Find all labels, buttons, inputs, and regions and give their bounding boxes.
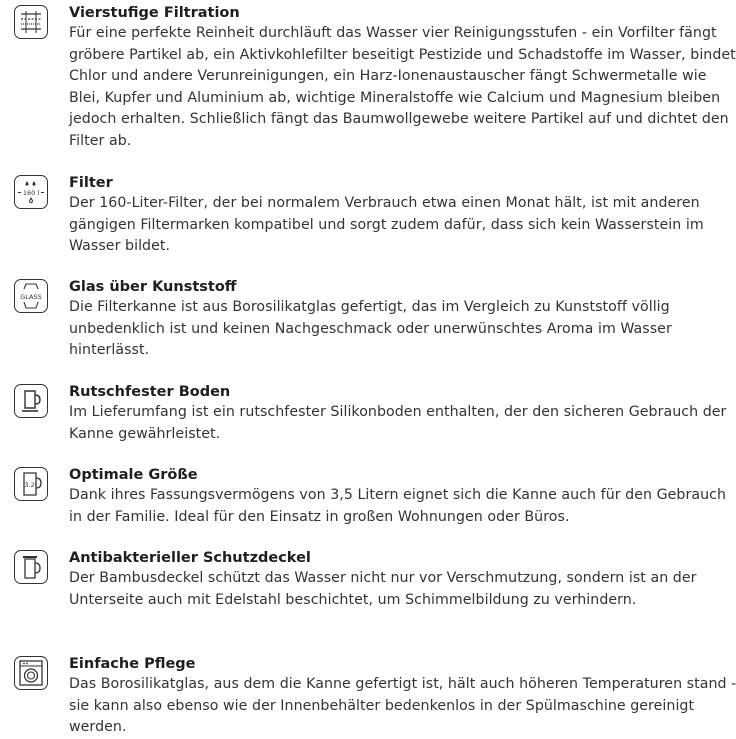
feature-title: Antibakterieller Schutzdeckel [69,550,311,566]
feature-description: Der Bambusdeckel schützt das Wasser nicht nur vor Verschmutzung, sondern ist an der Unterseite auch mit Edelstahl beschichtet, um Schimmelbildung zu verhindern. [69,570,697,608]
pitcher-lid-icon [14,550,48,584]
feature-description: Für eine perfekte Reinheit durchläuft das Wasser vier Reinigungsstufen - ein Vorfilter fängt gröbere Partikel ab, ein Aktivkohlefilter beseitigt Pestizide und Schadstoffe im Wasser, bindet Chlor und andere Verunreinigungen, ein Harz-Ionenaustauscher fängt Schwermetalle wie Blei, Kupfer und Aluminium ab, wichtige Mineralstoffe wie Calcium und Magnesium bleiben jedoch erhalten. Schließlich fängt das Baumwollgewebe weitere Partikel auf und dichtet den Filter ab. [69,25,736,149]
feature-description: Das Borosilikatglas, aus dem die Kanne gefertigt ist, hält auch höheren Temperaturen stand - sie kann also ebenso wie der Innenbehälter bedenkenlos in der Spülmaschine gereinigt werden. [69,676,736,735]
feature-title: Filter [69,175,113,191]
icon-label: 160 l [22,189,40,197]
icon-label: 3.2l [24,481,37,489]
feature-title: Glas über Kunststoff [69,279,237,295]
capacity-icon [14,467,48,501]
feature-description: Dank ihres Fassungsvermögens von 3,5 Litern eignet sich die Kanne auch für den Gebrauch in der Familie. Ideal für den Einsatz in großen Wohnungen oder Büros. [69,487,727,525]
feature-title: Vierstufige Filtration [69,5,240,21]
feature-title: Einfache Pflege [69,656,196,672]
icon-label: GLASS [20,293,42,301]
filter-layers-icon [14,5,48,39]
feature-description: Die Filterkanne ist aus Borosilikatglas gefertigt, das im Vergleich zu Kunststoff völlig unbedenklich ist und keinen Nachgeschmack oder unerwünschtes Aroma im Wasser hinterlässt. [69,299,672,358]
glass-icon [14,279,48,313]
feature-description: Der 160-Liter-Filter, der bei normalem Verbrauch etwa einen Monat hält, ist mit anderen gängigen Filtermarken kompatibel und sorgt zudem dafür, dass sich kein Wasserstein im Wasser bildet. [69,195,704,254]
feature-title: Rutschfester Boden [69,384,231,400]
feature-description: Im Lieferumfang ist ein rutschfester Silikonboden enthalten, der den sicheren Gebrauch der Kanne gewährleistet. [69,404,727,442]
filter-160l-icon [14,175,48,209]
feature-title: Optimale Größe [69,467,198,483]
dishwasher-icon [14,656,48,690]
pitcher-base-icon [14,384,48,418]
